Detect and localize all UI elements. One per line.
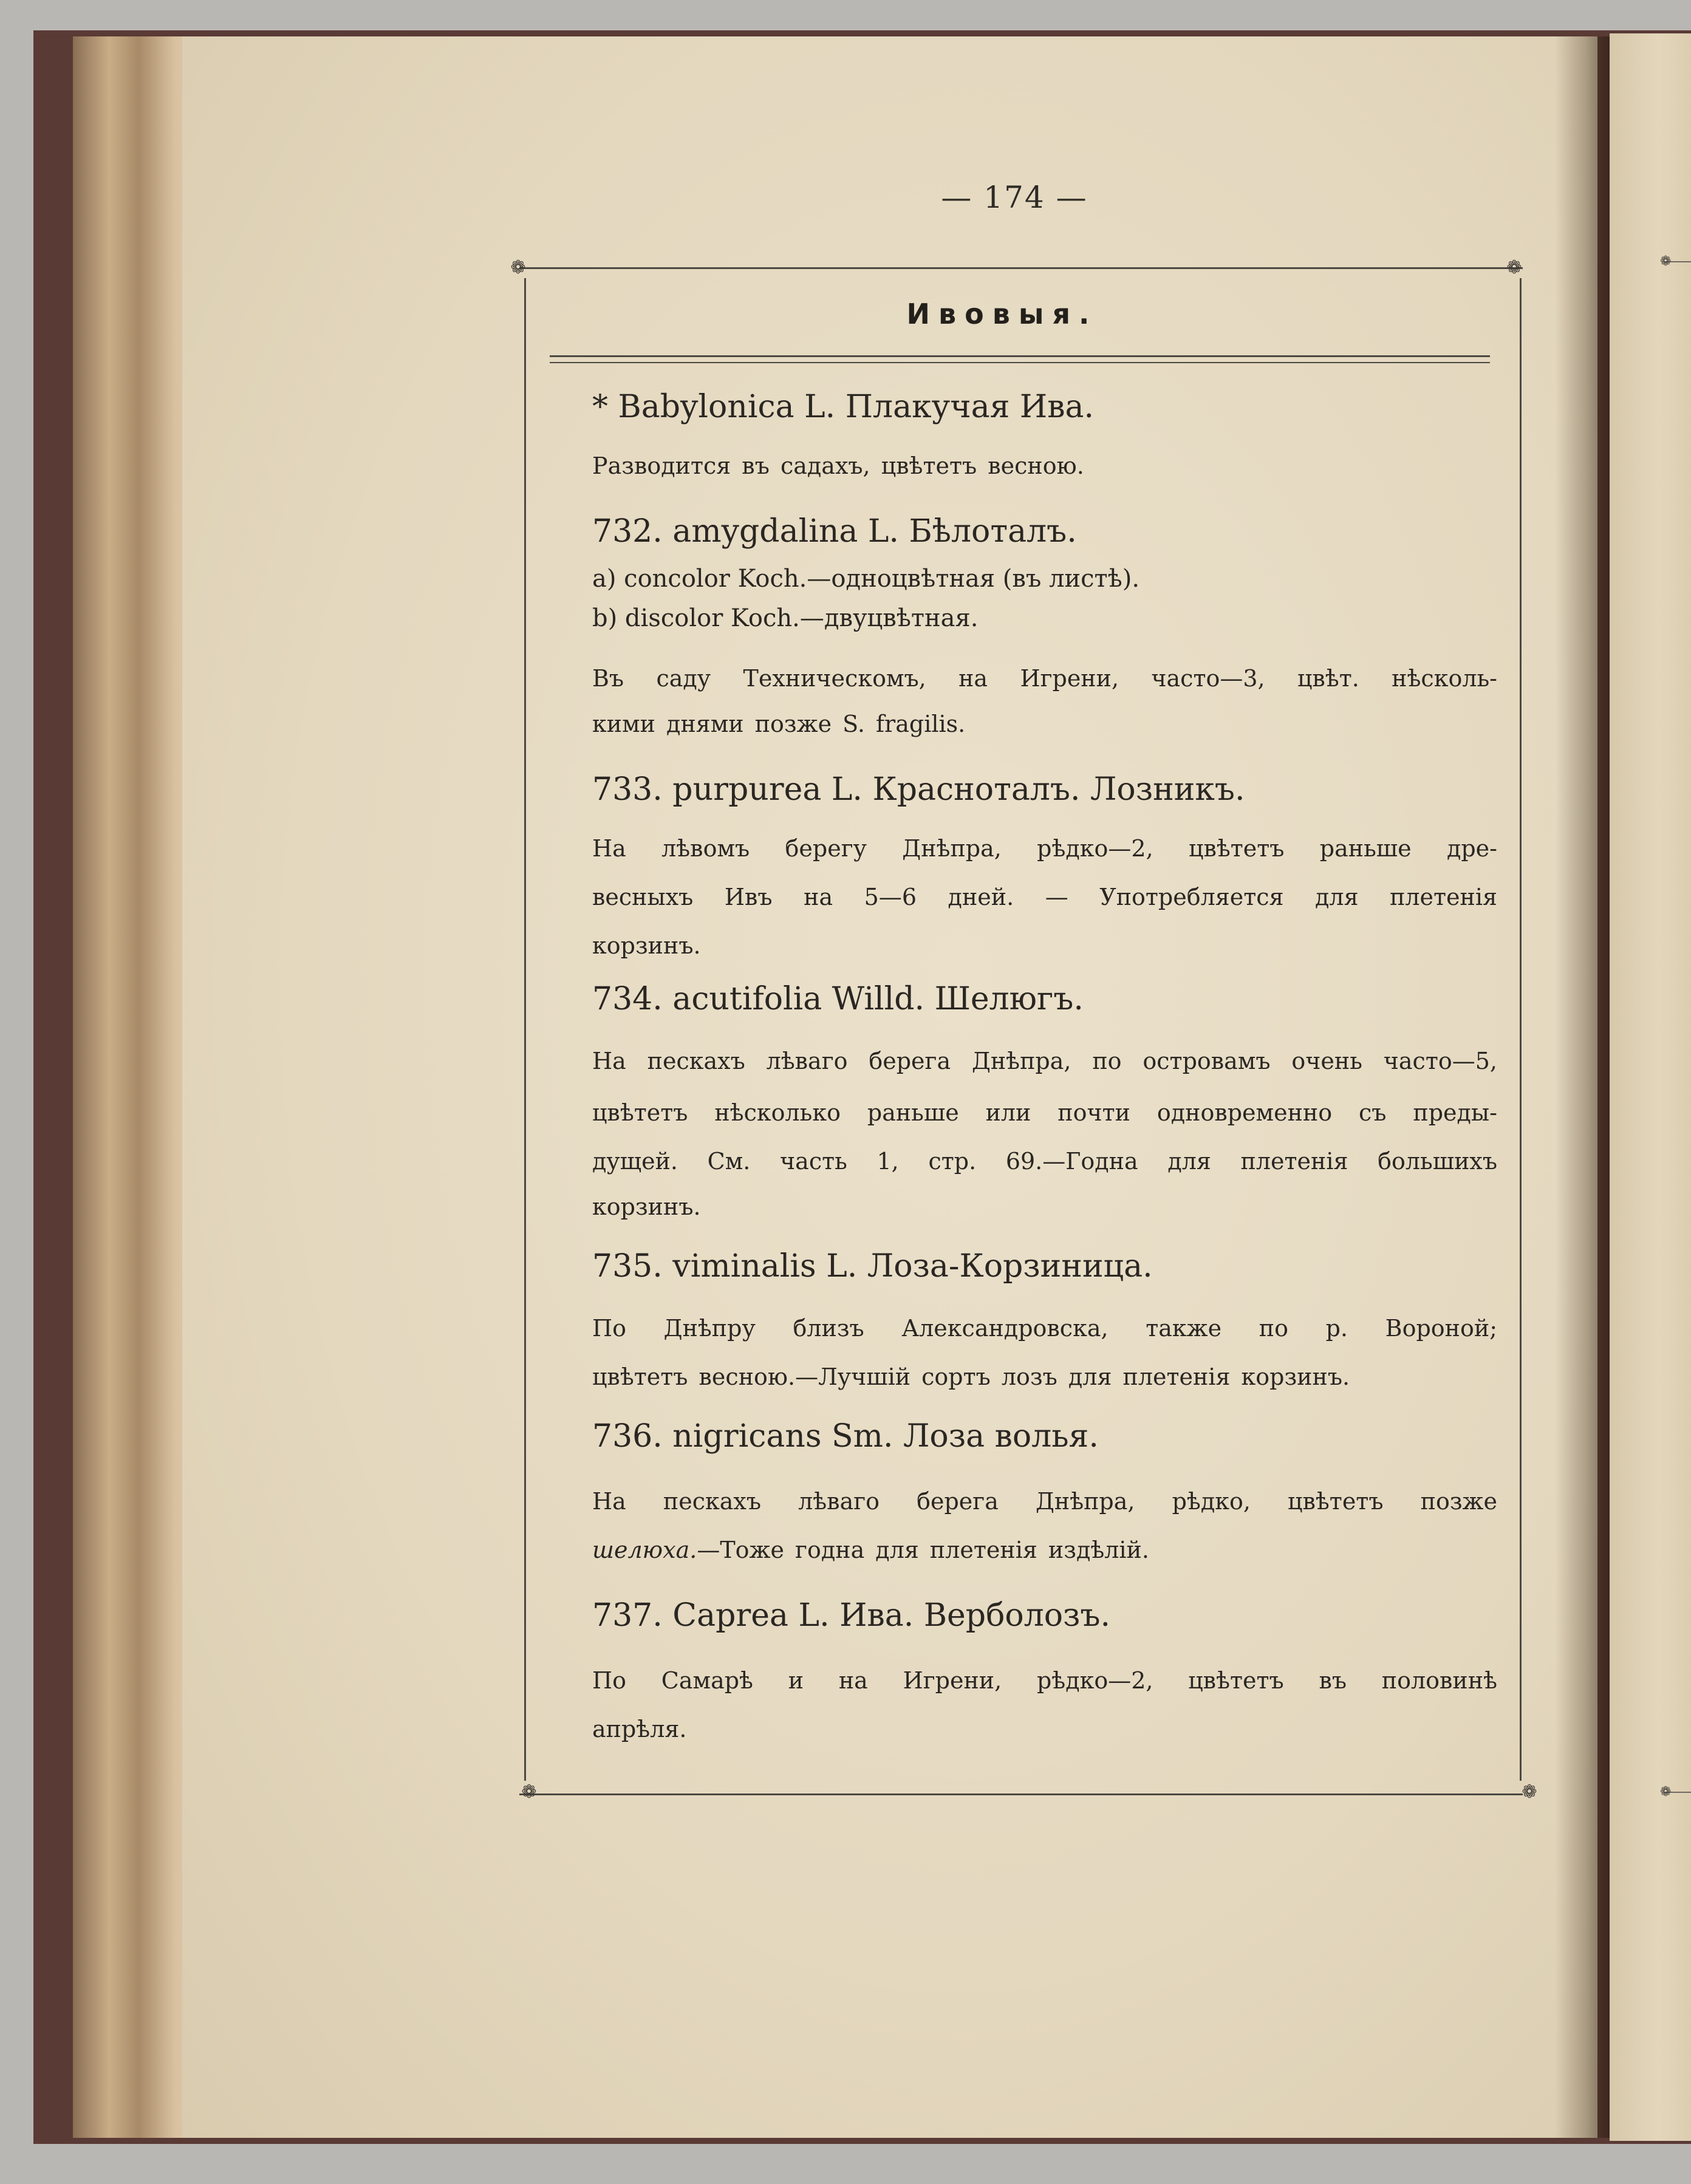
entry-text-line: Разводится въ садахъ, цвѣтетъ весною. <box>592 452 1084 479</box>
ornament-icon: ❁ <box>1660 254 1672 269</box>
entry-text-line: корзинъ. <box>592 932 701 959</box>
entry-text-line: цвѣтетъ нѣсколько раньше или почти одновременно съ преды- <box>592 1099 1497 1126</box>
ornament-icon: ❁ <box>521 1781 537 1803</box>
entry-text-line-italic-start <box>592 1537 1497 1563</box>
section-title: Ивовыя. <box>906 298 1098 330</box>
facing-page-edge <box>1610 33 1691 2141</box>
entry-text-line: По Самарѣ и на Игрени, рѣдко—2, цвѣтетъ въ половинѣ <box>592 1667 1497 1694</box>
italic-word: шелюха. <box>592 1537 697 1563</box>
entry-heading: 735. viminalis L. Лоза-Корзиница. <box>592 1248 1153 1285</box>
entry-text-line: апрѣля. <box>592 1716 687 1742</box>
ornament-icon: ❁ <box>1506 257 1522 278</box>
title-rule <box>550 355 1490 357</box>
entry-text-fragment: —Тоже годна для плетенія издѣлій. <box>697 1537 1149 1563</box>
ornament-icon: ❁ <box>510 257 526 278</box>
entry-subitem: b) discolor Koch.—двуцвѣтная. <box>592 604 979 632</box>
ornament-icon: ❁ <box>1522 1781 1537 1803</box>
entry-text-line: На пескахъ лѣваго берега Днѣпра, рѣдко, цвѣтетъ позже <box>592 1488 1497 1515</box>
entry-text-line: корзинъ. <box>592 1193 701 1220</box>
entry-heading: 734. acutifolia Willd. Шелюгъ. <box>592 981 1084 1017</box>
entry-text-line: кими днями позже S. fragilis. <box>592 711 966 737</box>
entry-heading: 732. amygdalina L. Бѣлоталъ. <box>592 513 1077 550</box>
entry-heading: * Babylonica L. Плакучая Ива. <box>592 389 1095 425</box>
entry-subitem: а) concolor Koch.—одноцвѣтная (въ листѣ). <box>592 565 1140 593</box>
entry-text-line: цвѣтетъ весною.—Лучшій сортъ лозъ для плетенія корзинъ. <box>592 1363 1350 1390</box>
entry-text-line: На пескахъ лѣваго берега Днѣпра, по островамъ очень часто—5, <box>592 1048 1497 1074</box>
title-rule <box>550 362 1490 363</box>
entry-text-line: дущей. См. часть 1, стр. 69.—Годна для плетенія большихъ <box>592 1148 1497 1175</box>
entry-text-line: весныхъ Ивъ на 5—6 дней. — Употребляется для плетенія <box>592 884 1497 910</box>
page-number: — 174 — <box>941 180 1088 215</box>
entry-text-line: По Днѣпру близъ Александровска, также по р. Вороной; <box>592 1315 1497 1342</box>
entry-text-line: На лѣвомъ берегу Днѣпра, рѣдко—2, цвѣтетъ раньше дре- <box>592 835 1497 862</box>
entry-heading: 737. Caprea L. Ива. Верболозъ. <box>592 1597 1111 1634</box>
book-gutter <box>1555 36 1610 2138</box>
ornament-icon: ❁ <box>1660 1784 1672 1800</box>
entry-text-line: Въ саду Техническомъ, на Игрени, часто—3, цвѣт. нѣсколь- <box>592 665 1497 692</box>
entry-heading: 736. nigricans Sm. Лоза волья. <box>592 1418 1099 1455</box>
entry-heading: 733. purpurea L. Красноталъ. Лозникъ. <box>592 771 1245 808</box>
